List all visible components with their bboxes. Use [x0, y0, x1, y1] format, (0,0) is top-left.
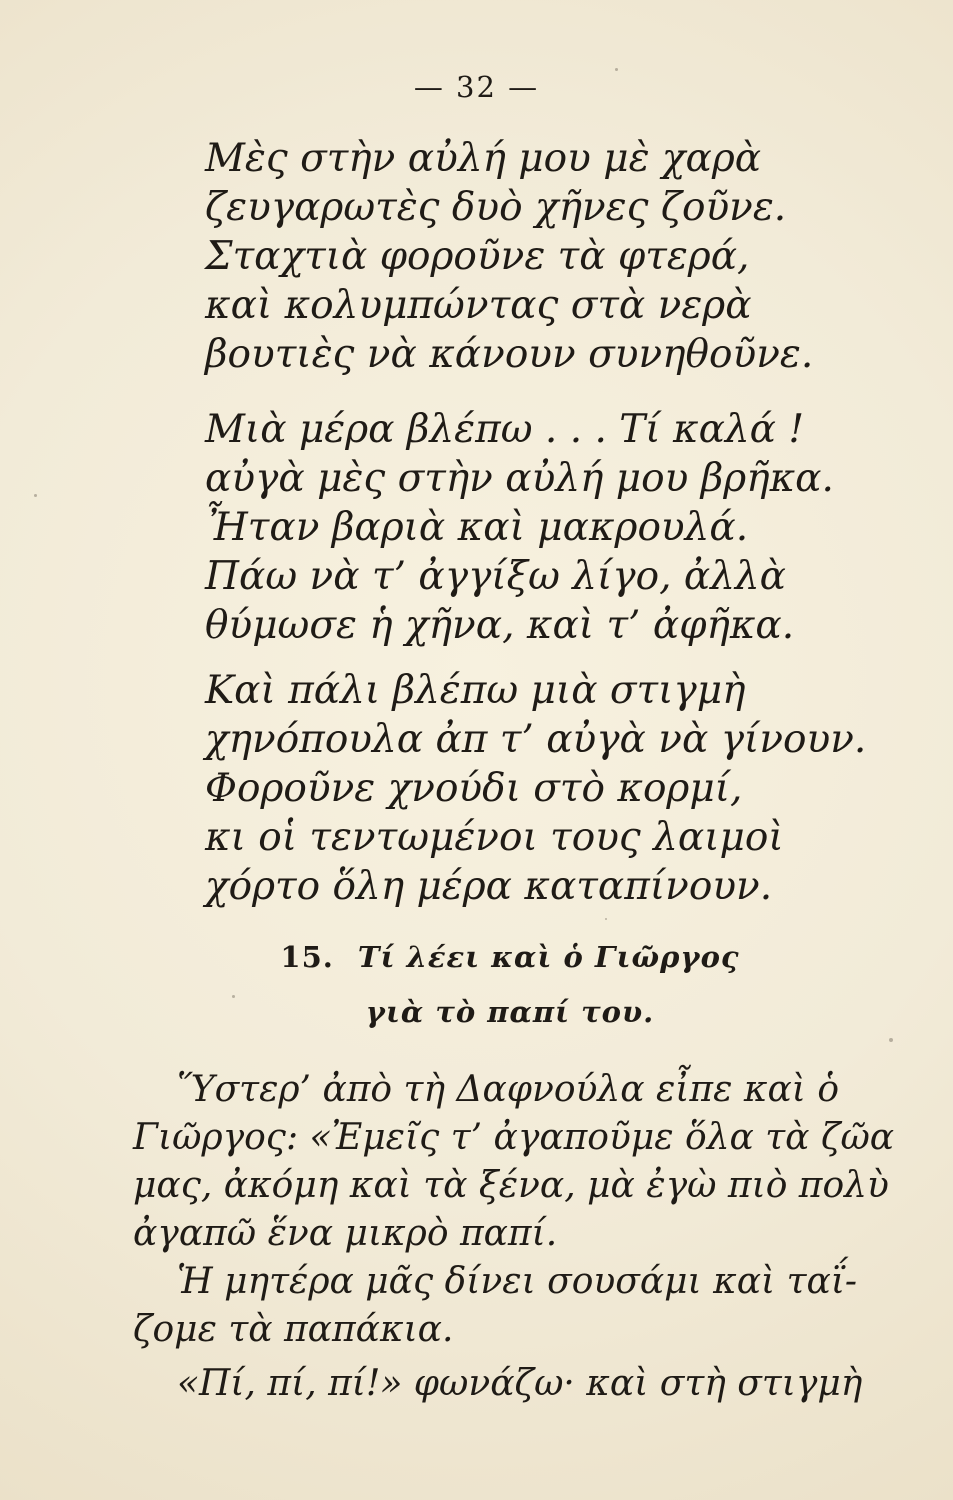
- paper-speck: [34, 494, 37, 497]
- page-number: — 32 —: [413, 70, 540, 104]
- poem-stanza-2: [205, 405, 834, 650]
- poem-line: αὐγὰ μὲς στὴν αὐλή μου βρῆκα.: [205, 456, 834, 501]
- prose-line: Γιῶργος: «Ἐμεῖς τ’ ἀγαποῦμε ὅλα τὰ ζῶα: [133, 1117, 895, 1158]
- poem-line: Καὶ πάλι βλέπω μιὰ στιγμὴ: [205, 668, 746, 713]
- poem-line: καὶ κολυμπώντας στὰ νερὰ: [205, 283, 752, 328]
- poem-line: θύμωσε ἡ χῆνα, καὶ τ’ ἀφῆκα.: [205, 603, 795, 648]
- section-heading: [220, 930, 800, 1040]
- poem-line: χηνόπουλα ἀπ τ’ αὐγὰ νὰ γίνουν.: [205, 717, 867, 762]
- poem-stanza-3: [205, 666, 866, 911]
- poem-line: κι οἱ τεντωμένοι τους λαιμοὶ: [205, 815, 784, 860]
- section-number: 15.: [280, 940, 334, 974]
- prose-line: «Πί, πί, πί!» φωνάζω· καὶ στὴ στιγμὴ: [177, 1363, 863, 1404]
- poem-line: χόρτο ὅλη μέρα καταπίνουν.: [205, 864, 773, 909]
- prose-line: Ἡ μητέρα μᾶς δίνει σουσάμι καὶ ταΐ-: [177, 1261, 858, 1302]
- poem-line: Πάω νὰ τ’ ἀγγίξω λίγο, ἀλλὰ: [205, 554, 786, 599]
- paper-speck: [232, 995, 235, 998]
- poem-line: Σταχτιὰ φοροῦνε τὰ φτερά,: [205, 234, 750, 279]
- section-title-part-2: γιὰ τὸ παπί του.: [365, 995, 655, 1029]
- section-title-part-1: Τί λέει καὶ ὁ Γιῶργος: [357, 940, 740, 974]
- prose-line: Ὕστερ’ ἀπὸ τὴ Δαφνούλα εἶπε καὶ ὁ: [177, 1069, 839, 1110]
- poem-line: Μιὰ μέρα βλέπω . . . Τί καλά !: [205, 407, 805, 452]
- poem-stanza-1: [205, 134, 813, 379]
- poem-line: Ἦταν βαριὰ καὶ μακρουλά.: [205, 505, 749, 550]
- section-heading-line-1: [220, 930, 800, 985]
- poem-line: Μὲς στὴν αὐλή μου μὲ χαρὰ: [205, 136, 762, 181]
- poem-line: Φοροῦνε χνούδι στὸ κορμί,: [205, 766, 743, 811]
- paper-speck: [605, 918, 607, 920]
- poem-line: βουτιὲς νὰ κάνουν συνηθοῦνε.: [205, 332, 814, 377]
- prose-line: μας, ἀκόμη καὶ τὰ ξένα, μὰ ἐγὼ πιὸ πολὺ: [133, 1165, 889, 1206]
- prose-line: ἀγαπῶ ἕνα μικρὸ παπί.: [133, 1213, 558, 1254]
- poem-line: ζευγαρωτὲς δυὸ χῆνες ζοῦνε.: [205, 185, 787, 230]
- prose-block: [133, 1066, 895, 1408]
- paper-speck: [615, 68, 618, 71]
- prose-line: ζομε τὰ παπάκια.: [133, 1309, 454, 1350]
- paper-speck: [889, 1038, 893, 1042]
